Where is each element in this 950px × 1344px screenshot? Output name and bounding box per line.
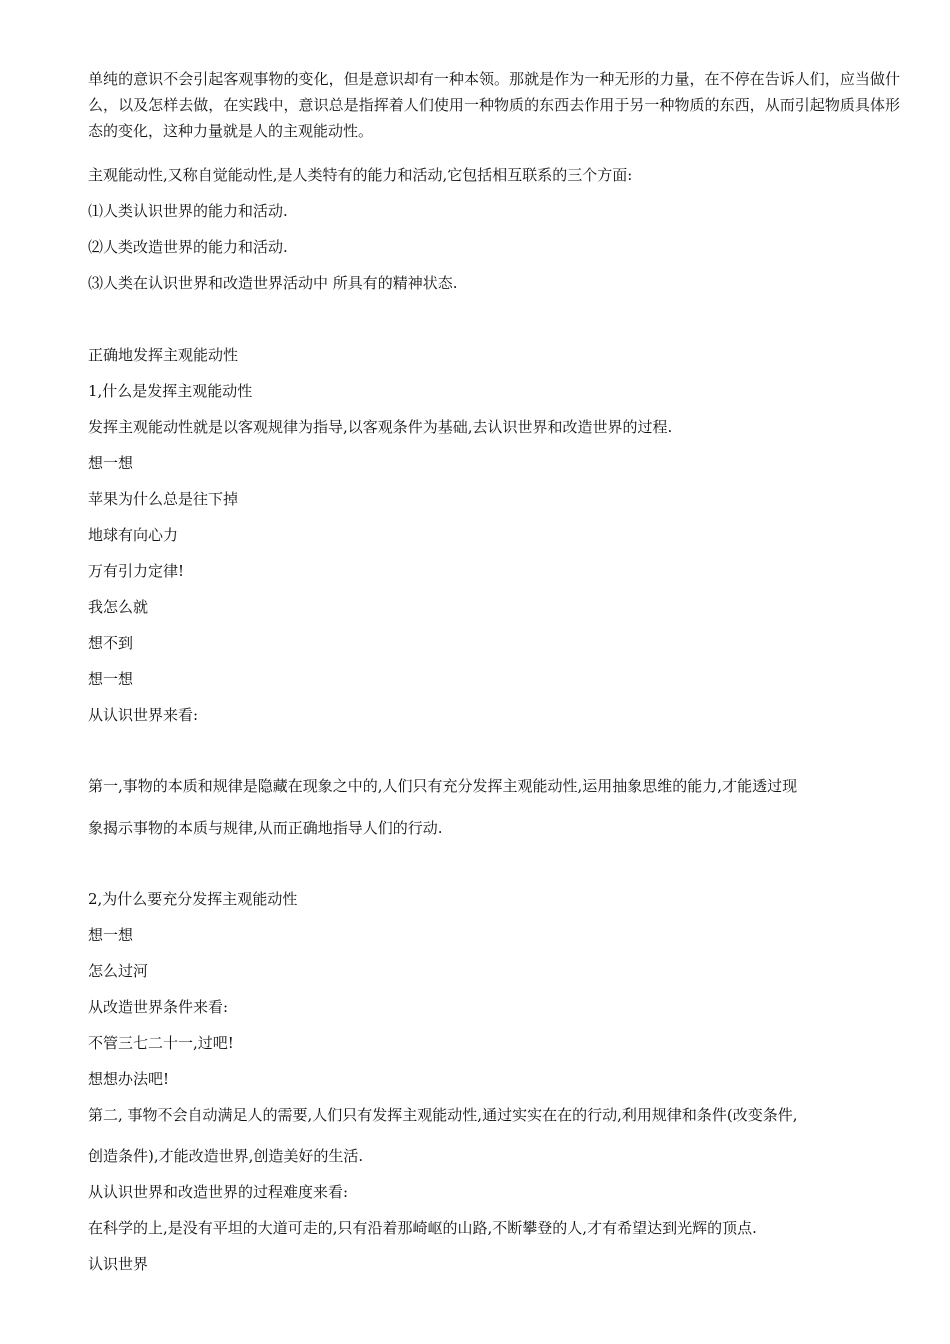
apple-line-5: 想不到: [88, 634, 134, 652]
from-changing-heading: 从改造世界条件来看:: [88, 998, 229, 1016]
second-point-line-1: 第二, 事物不会自动满足人的需要,人们只有发挥主观能动性,通过实实在在的行动,利用规律和条件(改变条件,: [88, 1106, 798, 1124]
definition-text: 主观能动性,又称自觉能动性,是人类特有的能力和活动,它包括相互联系的三个方面:: [88, 166, 633, 184]
question-1-heading: 1,什么是发挥主观能动性: [88, 382, 253, 400]
section-title: 正确地发挥主观能动性: [88, 346, 239, 364]
know-world-line: 认识世界: [88, 1255, 149, 1273]
apple-line-4: 我怎么就: [88, 598, 149, 616]
intro-paragraph: 单纯的意识不会引起客观事物的变化，但是意识却有一种本领。那就是作为一种无形的力量，在不停在告诉人们，应当做什么，以及怎样去做，在实践中，意识总是指挥着人们使用一种物质的东西去作用于另一种物质的东西，从而引起物质具体形态的变化，这种力量就是人的主观能动性。: [88, 70, 900, 140]
think-prompt-2: 想一想: [88, 670, 134, 688]
aspect-item-1: ⑴人类认识世界的能力和活动.: [88, 202, 288, 220]
think-prompt-3: 想一想: [88, 926, 134, 944]
science-quote: 在科学的上,是没有平坦的大道可走的,只有沿着那崎岖的山路,不断攀登的人,才有希望达到光辉的顶点.: [88, 1219, 757, 1237]
first-point-line-1: 第一,事物的本质和规律是隐藏在现象之中的,人们只有充分发挥主观能动性,运用抽象思维的能力,才能透过现: [88, 777, 798, 795]
apple-line-1: 苹果为什么总是往下掉: [88, 490, 239, 508]
question-1-answer: 发挥主观能动性就是以客观规律为指导,以客观条件为基础,去认识世界和改造世界的过程.: [88, 418, 673, 436]
find-way-line: 想想办法吧!: [88, 1070, 170, 1088]
first-point-line-2: 象揭示事物的本质与规律,从而正确地指导人们的行动.: [88, 819, 443, 837]
aspect-item-3: ⑶人类在认识世界和改造世界活动中 所具有的精神状态.: [88, 274, 458, 292]
think-prompt-1: 想一想: [88, 454, 134, 472]
from-difficulty-heading: 从认识世界和改造世界的过程难度来看:: [88, 1183, 349, 1201]
apple-line-3: 万有引力定律!: [88, 562, 185, 580]
reckless-line: 不管三七二十一,过吧!: [88, 1034, 234, 1052]
aspect-item-2: ⑵人类改造世界的能力和活动.: [88, 238, 288, 256]
second-point-line-2: 创造条件),才能改造世界,创造美好的生活.: [88, 1147, 364, 1165]
apple-line-2: 地球有向心力: [88, 526, 179, 544]
river-question: 怎么过河: [88, 962, 149, 980]
from-knowing-heading: 从认识世界来看:: [88, 706, 199, 724]
question-2-heading: 2,为什么要充分发挥主观能动性: [88, 890, 298, 908]
